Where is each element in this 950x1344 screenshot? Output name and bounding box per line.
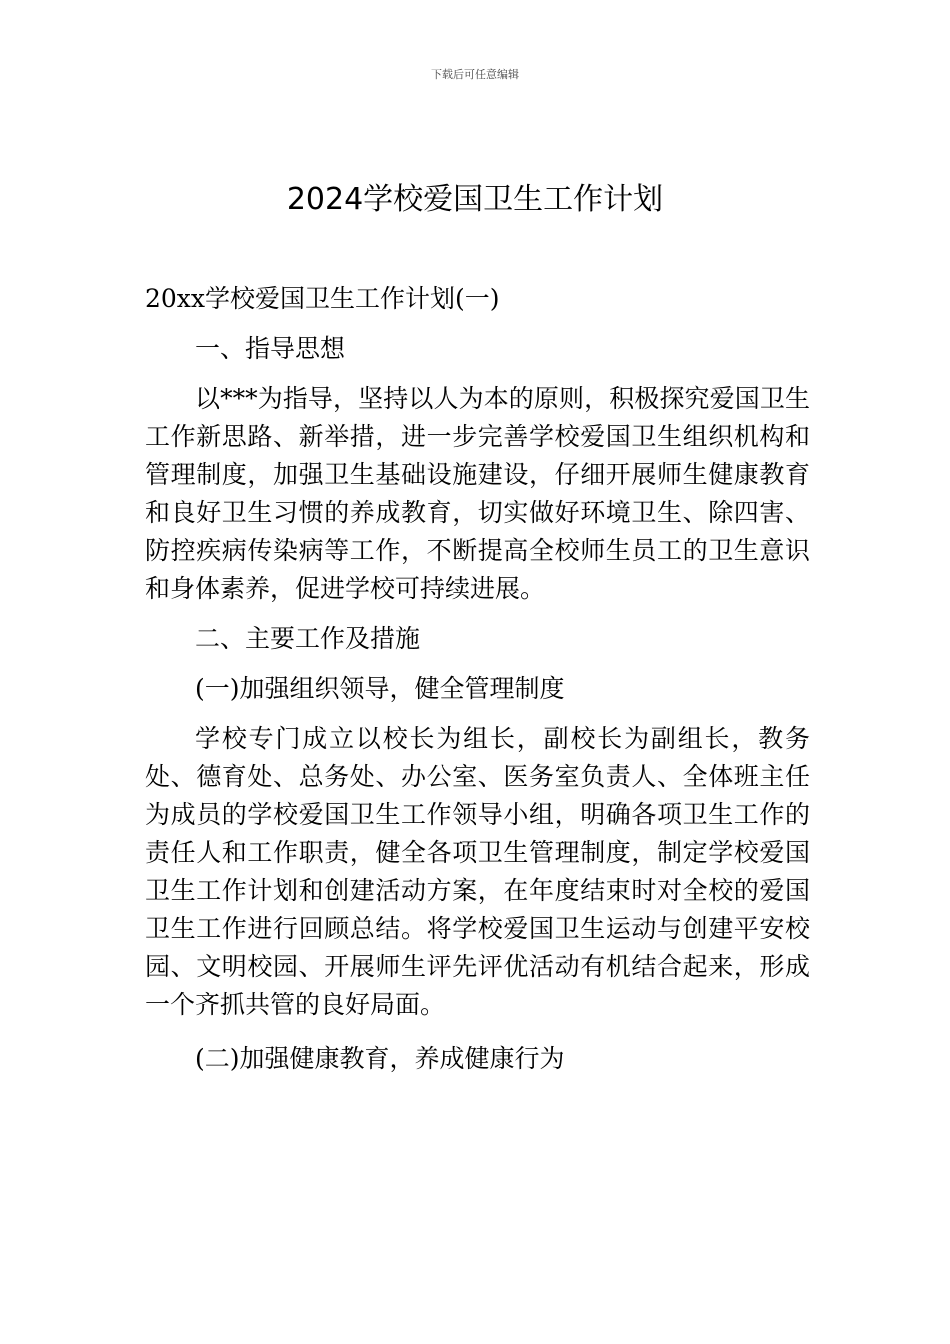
section-heading-main-work: 二、主要工作及措施 [195,624,421,653]
page-header-note: 下载后可任意编辑 [431,68,519,81]
document-title: 2024学校爱国卫生工作计划 [286,182,664,217]
document-body [145,280,810,1090]
section-heading-guiding-thought: 一、指导思想 [195,334,346,363]
document-subtitle: 20xx学校爱国卫生工作计划(一) [145,284,500,313]
paragraph-guiding-thought: 以***为指导，坚持以人为本的原则，积极探究爱国卫生工作新思路、新举措，进一步完善学校爱国卫生组织机构和管理制度，加强卫生基础设施建设，仔细开展师生健康教育和良好卫生习惯的养成教育，切实做好环境卫生、除四害、防控疾病传染病等工作，不断提高全校师生员工的卫生意识和身体素养，促进学校可持续进展。 [145,384,810,603]
subsection-heading-health-education: (二)加强健康教育，养成健康行为 [195,1044,565,1073]
paragraph-organization: 学校专门成立以校长为组长，副校长为副组长，教务处、德育处、总务处、办公室、医务室负责人、全体班主任为成员的学校爱国卫生工作领导小组，明确各项卫生工作的责任人和工作职责，健全各项卫生管理制度，制定学校爱国卫生工作计划和创建活动方案，在年度结束时对全校的爱国卫生工作进行回顾总结。将学校爱国卫生运动与创建平安校园、文明校园、开展师生评先评优活动有机结合起来，形成一个齐抓共管的良好局面。 [145,724,810,1019]
subsection-heading-organization: (一)加强组织领导，健全管理制度 [195,674,565,703]
